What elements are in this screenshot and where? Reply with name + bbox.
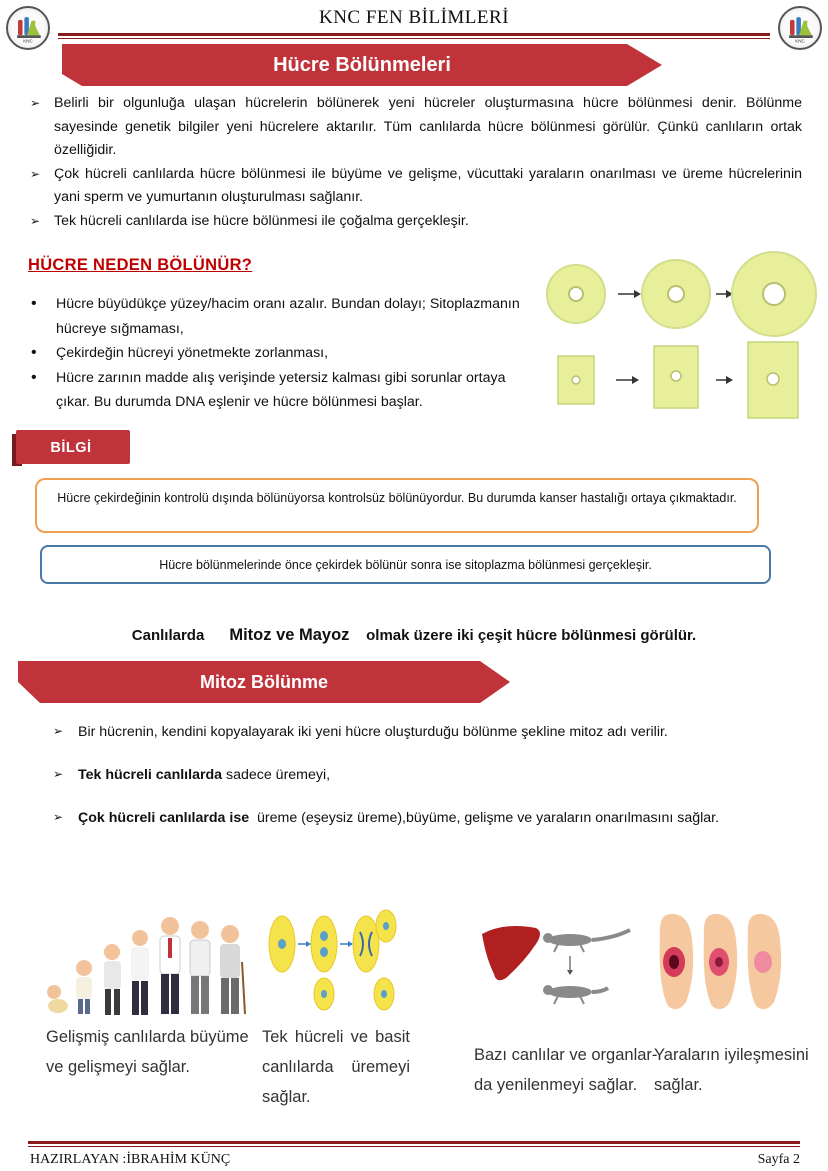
older-man-figure [190,921,210,1014]
list-item: ➢ Belirli bir olgunluğa ulaşan hücrelerin bölünerek yeni hücreler oluşturmasına hücre bölünmesi denir. Bölünme sayesinde genetik bilgiler yeni hücrelere aktarılır. Tüm canlılarda hücre bölünmesi görülür. Çünkü canlıların ortak özelliğidir. [28,92,802,163]
square-cell-large [748,342,798,418]
round-cell-medium [642,260,710,328]
regeneration-illustration [474,918,634,1018]
dividing-cell [269,916,295,972]
baby-figure [47,985,68,1013]
foot-wound-stage [704,914,737,1009]
round-cell-large [732,252,816,336]
teen-figure [131,930,149,1015]
arrow-icon [340,941,353,947]
round-cell-small [547,265,605,323]
info-text: Hücre bölünmelerinde önce çekirdek bölünür sonra ise sitoplazma bölünmesi gerçekleşir. [159,558,652,572]
bilgi-label [12,428,130,468]
square-cell-small [558,356,594,404]
page-header-title: KNC FEN BİLİMLERİ [318,7,510,28]
section-title: Mitoz Bölünme [200,672,328,692]
statement-part: Canlılarda [131,627,205,644]
list-item [50,810,719,853]
section-banner-hucre-bolunmeleri [62,44,662,86]
svg-text:KNC: KNC [23,38,33,44]
header-divider [58,33,770,36]
lizard-icon [543,985,608,1004]
arrow-icon [716,290,733,298]
list-item [50,767,719,810]
bilgi-text: BİLGİ [50,440,92,456]
caption-line: Tek hücreli ve basit [262,1028,410,1046]
list-item: ➢ Çok hücreli canlılarda hücre bölünmesi ile büyüme ve gelişme, vücuttaki yaraların onarılması ve üreme hücrelerinin yani sperm ve yumurtanın oluşturulması sağlanır. [28,163,802,210]
header-divider-thin [58,38,770,39]
caption-line: Gelişmiş canlılarda büyüme [46,1028,249,1046]
caption-line: sağlar. [654,1076,703,1094]
info-box-division-order [40,545,771,584]
dividing-cell [353,916,379,972]
single-cell-division-illustration [262,906,398,1016]
item-text: Bir hücrenin, kendini kopyalayarak iki yeni hücre oluşturduğu bölünme şekline mitoz adı verilir. [78,724,668,740]
foot-wound-stage [748,914,781,1009]
caption-line: Yaraların iyileşmesini [654,1046,809,1064]
footer-divider [28,1141,800,1144]
human-growth-illustration [42,900,248,1018]
list-item: • Çekirdeğin hücreyi yönetmekte zorlanması, [28,341,528,366]
info-text: Hücre çekirdeğinin kontrolü dışında bölünüyorsa kontrolsüz bölünüyordur. Bu durumda kanser hastalığı ortaya çıkmaktadır. [57,491,737,505]
section-title: Hücre Bölünmeleri [273,54,451,76]
caption-single-cell [262,1022,410,1112]
footer-author: HAZIRLAYAN :İBRAHİM KÜNÇ [30,1152,231,1167]
caption-line: canlılarda üremeyi [262,1058,410,1076]
footer-divider-thin [28,1146,800,1147]
caption-growth [46,1022,249,1082]
elderly-man-figure [220,925,245,1014]
caption-line: Bazı canlılar ve organlar- [474,1046,658,1064]
cell-growth-diagram [540,248,820,426]
arrow-icon [618,290,641,298]
square-cell-medium [654,346,698,408]
info-box-cancer [35,478,759,533]
why-divide-heading: HÜCRE NEDEN BÖLÜNÜR? [28,256,253,274]
footer-page-number: Sayfa 2 [757,1152,800,1167]
arrow-icon [298,941,311,947]
caption-line: sağlar. [262,1088,311,1106]
daughter-cell [374,978,394,1010]
section-banner-mitoz [18,661,510,703]
item-bold: Tek hücreli canlılarda [78,767,223,783]
statement-part: olmak üzere iki çeşit hücre bölünmesi görülür. [366,627,697,644]
item-text: sadece üremeyi, [222,767,331,783]
caption-line: ve gelişmeyi sağlar. [46,1058,190,1076]
liver-icon [482,926,540,980]
list-item: • Hücre zarının madde alış verişinde yetersiz kalması gibi sorunlar ortaya çıkar. Bu durumda DNA eşlenir ve hücre bölünmesi başlar. [28,366,528,415]
dividing-cell [314,978,334,1010]
mitoz-bullet-list [50,724,719,853]
child-figure [76,960,92,1014]
intro-bullet-list [28,92,802,233]
boy-figure [104,944,121,1015]
list-item: ➢ Tek hücreli canlılarda ise hücre bölünmesi ile çoğalma gerçekleşir. [28,210,802,234]
foot-wound-stage [660,914,693,1009]
wound-healing-illustration [652,906,792,1018]
svg-text:KNC: KNC [795,38,805,44]
arrow-icon [567,956,573,975]
why-bullet-list [28,292,528,415]
list-item: • Hücre büyüdükçe yüzey/hacim oranı azalır. Bundan dolayı; Sitoplazmanın hücreye sığmaması, [28,292,528,341]
dividing-cell [311,916,337,972]
item-bold: Çok hücreli canlılarda ise [78,810,250,826]
division-types-statement [0,626,828,645]
caption-line: da yenilenmeyi sağlar. [474,1076,638,1094]
list-item [50,724,719,767]
statement-emphasis: Mitoz ve Mayoz [229,626,350,644]
arrow-icon [716,376,733,384]
lizard-icon [543,930,630,952]
item-text: üreme (eşeysiz üreme),büyüme, gelişme ve yaraların onarılmasını sağlar. [249,810,720,826]
arrow-icon [616,376,639,384]
caption-wound-healing [654,1040,809,1100]
daughter-cell [376,910,396,942]
man-figure [160,917,180,1014]
caption-regeneration [474,1040,657,1100]
